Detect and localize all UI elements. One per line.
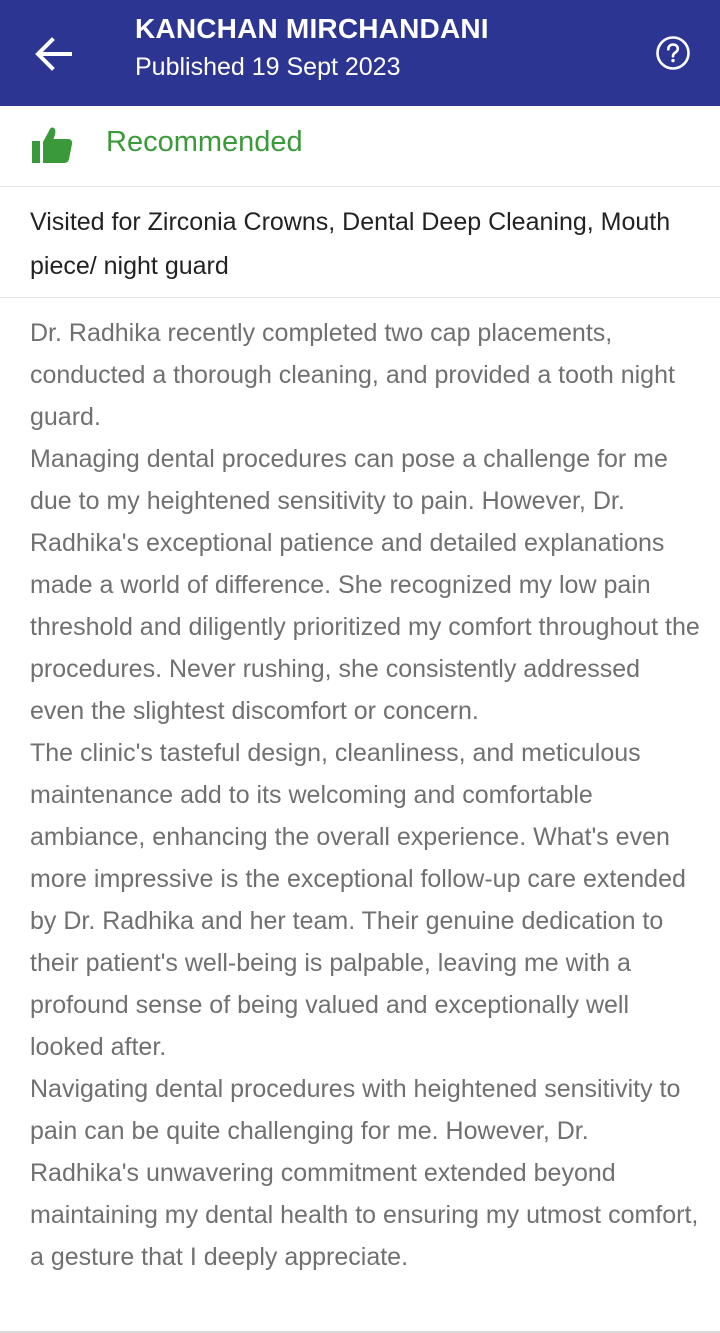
arrow-left-icon [30, 30, 78, 78]
review-paragraph: Managing dental procedures can pose a challenge for me due to my heightened sensitivity to pain. However, Dr. Radhika's exceptional patience and detailed explanations made a world of difference. She recognized my low pain threshold and diligently prioritized my comfort throughout the procedures. Never rushing, she consistently addressed even the slightest discomfort or concern. [30, 445, 700, 725]
app-bar [0, 0, 720, 106]
visit-reason-text: Visited for Zirconia Crowns, Dental Deep Cleaning, Mouth piece/ night guard [30, 208, 671, 280]
review-body [30, 312, 700, 1278]
help-button[interactable] [655, 35, 691, 71]
thumbs-up-icon [30, 123, 74, 167]
reviewer-name: KANCHAN MIRCHANDANI [135, 13, 489, 44]
recommendation-row [0, 106, 720, 187]
back-button[interactable] [30, 30, 78, 78]
published-date: Published 19 Sept 2023 [135, 53, 401, 81]
visit-reason-row [0, 187, 720, 298]
question-circle-icon [655, 35, 691, 71]
review-paragraph: The clinic's tasteful design, cleanliness, and meticulous maintenance add to its welcoming and comfortable ambiance, enhancing the overall experience. What's even more impressive is the exceptional follow-up care extended by Dr. Radhika and her team. Their genuine dedication to their patient's well-being is palpable, leaving me with a profound sense of being valued and exceptionally well looked after. [30, 739, 686, 1061]
review-paragraph: Navigating dental procedures with heightened sensitivity to pain can be quite challenging for me. However, Dr. Radhika's unwavering commitment extended beyond maintaining my dental health to ensuring my utmost comfort, a gesture that I deeply appreciate. [30, 1075, 699, 1271]
recommended-label: Recommended [106, 126, 303, 158]
review-paragraph: Dr. Radhika recently completed two cap placements, conducted a thorough cleaning, and provided a tooth night guard. [30, 319, 675, 431]
